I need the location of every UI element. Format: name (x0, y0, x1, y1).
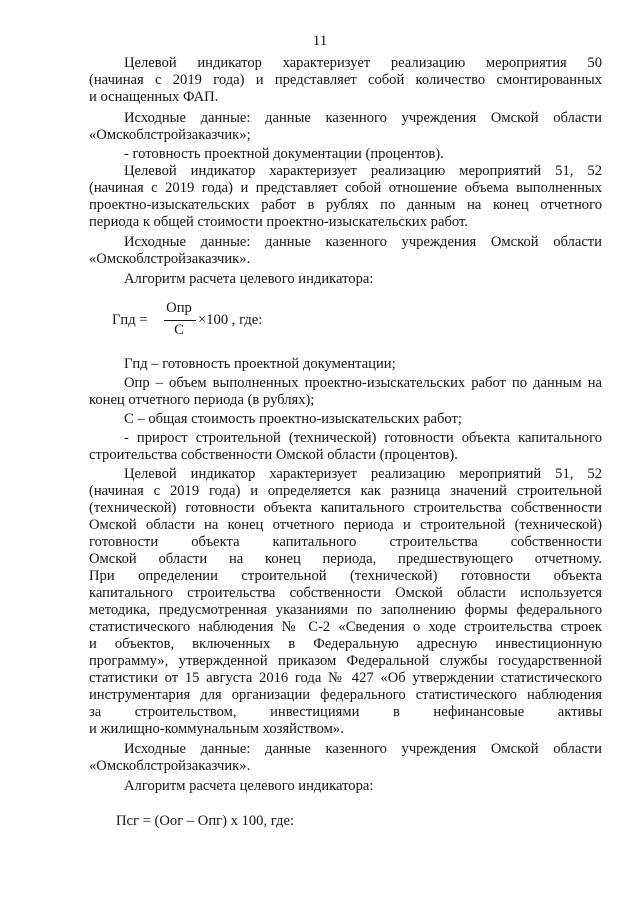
text-line: «Омскоблстройзаказчик»; (89, 127, 251, 143)
text-line: Гпд – готовность проектной документации; (124, 356, 396, 372)
formula-gpd-rhs: ×100 , где: (198, 312, 263, 328)
text-line: Целевой индикатор характеризует реализацию мероприятий 51, 52 (124, 466, 602, 482)
text-line: и объектов, включенных в Федеральную адресную инвестиционную (89, 636, 602, 652)
text-line: Исходные данные: данные казенного учреждения Омской области (124, 741, 602, 757)
text-line: конец отчетного периода (в рублях); (89, 392, 315, 408)
text-line: С – общая стоимость проектно-изыскательских работ; (124, 411, 462, 427)
formula-gpd-numerator: Опр (166, 300, 192, 316)
text-line: и оснащенных ФАП. (89, 89, 219, 105)
formula-gpd-denominator: С (174, 322, 184, 338)
text-line: готовности объекта капитального строительства собственности (89, 534, 602, 550)
text-line: (начиная с 2019 года) и представляет собой количество смонтированных (89, 72, 602, 88)
text-line: - готовность проектной документации (процентов). (124, 146, 444, 162)
text-line: Целевой индикатор характеризует реализацию мероприятий 51, 52 (124, 163, 602, 179)
text-line: строительства собственности Омской области (процентов). (89, 447, 458, 463)
text-line: (начиная с 2019 года) и определяется как разница значений строительной (89, 483, 602, 499)
formula-gpd-lhs: Гпд = (112, 312, 148, 328)
text-line: статистического наблюдения № С-2 «Сведения о ходе строительства строек (89, 619, 602, 635)
text-line: При определении строительной (технической) готовности объекта (89, 568, 602, 584)
text-line: за строительством, инвестициями в нефинансовые активы (89, 704, 602, 720)
text-line: и жилищно-коммунальным хозяйством». (89, 721, 344, 737)
formula-gpd (112, 300, 292, 340)
text-line: программу», утвержденной приказом Федеральной службы государственной (89, 653, 602, 669)
text-line: «Омскоблстройзаказчик». (89, 251, 251, 267)
text-line: капитального строительства собственности Омской области используется (89, 585, 602, 601)
text-line: Алгоритм расчета целевого индикатора: (124, 778, 374, 794)
text-line: «Омскоблстройзаказчик». (89, 758, 251, 774)
text-line: Омской области на конец отчетного периода и строительной (технической) (89, 517, 602, 533)
text-line: (начиная с 2019 года) и представляет собой отношение объема выполненных (89, 180, 602, 196)
text-line: методика, предусмотренная указаниями по заполнению формы федерального (89, 602, 602, 618)
text-line: периода к общей стоимости проектно-изыскательских работ. (89, 214, 468, 230)
text-line: Исходные данные: данные казенного учреждения Омской области (124, 110, 602, 126)
fraction-bar (164, 320, 196, 321)
formula-psg: Псг = (Оог – Опг) х 100, где: (116, 813, 294, 829)
text-line: Алгоритм расчета целевого индикатора: (124, 271, 374, 287)
text-line: Целевой индикатор характеризует реализацию мероприятия 50 (124, 55, 602, 71)
page-number: 11 (312, 33, 328, 49)
text-line: - прирост строительной (технической) готовности объекта капитального (124, 430, 602, 446)
text-line: Исходные данные: данные казенного учреждения Омской области (124, 234, 602, 250)
text-line: (технической) готовности объекта капитального строительства собственности (89, 500, 602, 516)
text-line: Опр – объем выполненных проектно-изыскательских работ по данным на (124, 375, 602, 391)
text-line: Омской области на конец периода, предшествующего отчетному. (89, 551, 602, 567)
text-line: проектно-изыскательских работ в рублях по данным на конец отчетного (89, 197, 602, 213)
text-line: статистики от 15 августа 2016 года № 427 «Об утверждении статистического (89, 670, 602, 686)
text-line: инструментария для организации федерального статистического наблюдения (89, 687, 602, 703)
